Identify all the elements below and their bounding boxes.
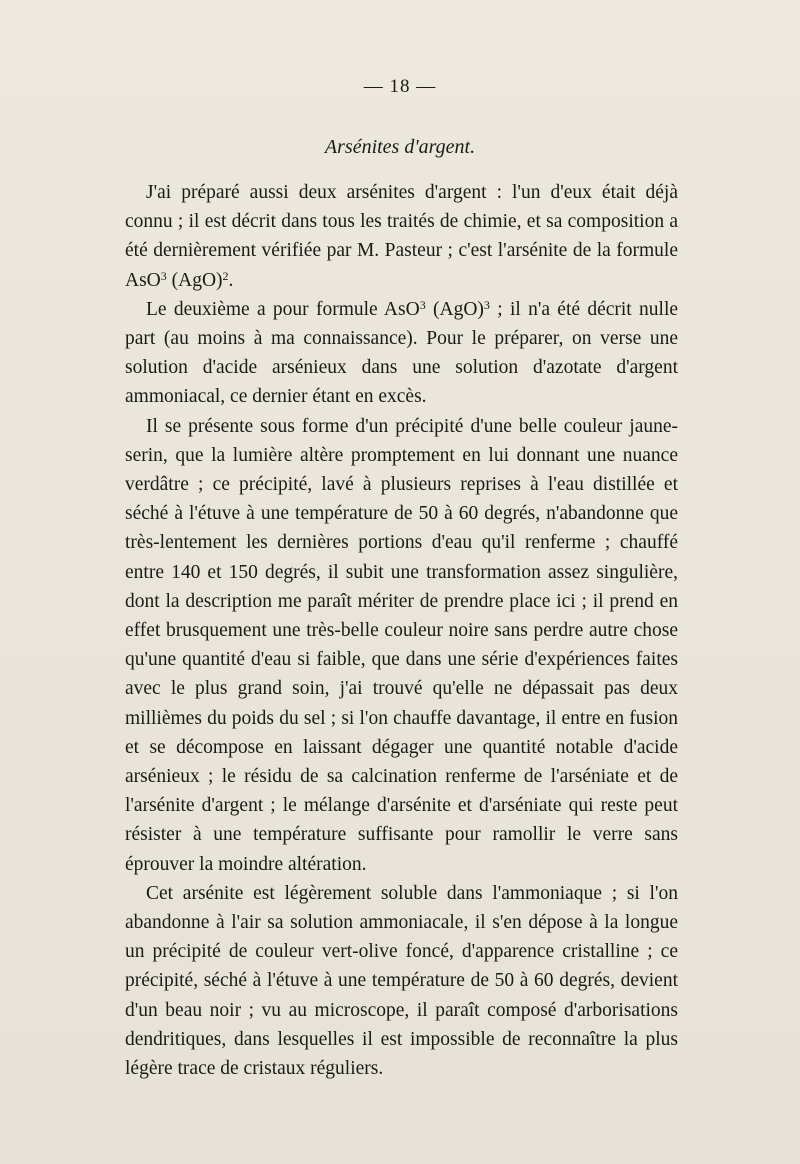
page-number: — 18 —	[363, 76, 437, 97]
paragraph-3: Il se présente sous forme d'un précipité d'une belle couleur jaune-serin, que la lumière altère promptement en lui donnant une nuance verdâtre ; ce précipité, lavé à plusieurs reprises à l'eau distillée et séché à l'étuve à une température de 50 à 60 degrés, n'abandonne que très-lentement les dernières portions d'eau qu'il renferme ; chauffé entre 140 et 150 degrés, il subit une transformation assez singulière, dont la description me paraît mériter de prendre place ici ; il prend en effet brusquement une très-belle couleur noire sans perdre autre chose qu'une quantité d'eau si faible, que dans une série d'expériences faites avec le plus grand soin, j'ai trouvé qu'elle ne dépassait pas deux millièmes du poids du sel ; si l'on chauffe davantage, il entre en fusion et se décompose en laissant dégager une quantité notable d'acide arsénieux ; le résidu de sa calcination renferme de l'arséniate et de l'arsénite d'argent ; le mélange d'arsénite et d'arséniate qui reste peut résister à une température suffisante pour ramollir le verre sans éprouver la moindre altération.	[125, 415, 678, 875]
paragraph-4: Cet arsénite est légèrement soluble dans l'ammoniaque ; si l'on abandonne à l'air sa solution ammoniacale, il s'en dépose à la longue un précipité de couleur vert-olive foncé, d'apparence cristalline ; ce précipité, séché à l'étuve à une température de 50 à 60 degrés, devient d'un beau noir ; vu au microscope, il paraît composé d'arborisations dendritiques, dans lesquelles il est impossible de reconnaître la plus légère trace de cristaux réguliers.	[125, 882, 678, 1080]
formula-superscript: 3	[419, 297, 426, 312]
paragraph-1	[125, 178, 678, 295]
formula-superscript: 3	[160, 268, 167, 283]
paragraph-1-tail: .	[228, 269, 234, 291]
paragraph-2-text: Le deuxième a pour formule AsO	[146, 298, 420, 320]
body-text	[125, 178, 678, 1083]
paragraph-1-text: J'ai préparé aussi deux arsénites d'argent : l'un d'eux était déjà connu ; il est décrit dans tous les traités de chimie, et sa composition a été dernièrement vérifiée par M. Pasteur ; c'est l'arsénite de la formule AsO	[125, 182, 678, 291]
formula-superscript: 2	[222, 268, 229, 283]
paragraph-2-tail: ; il n'a été décrit nulle part (au moins à ma connaissance). Pour le préparer, on verse une solution d'acide arsénieux dans une solution d'azotate d'argent ammoniacal, ce dernier étant en excès.	[125, 298, 679, 408]
formula-text: (AgO)	[166, 269, 223, 291]
paragraph-2	[125, 295, 678, 412]
formula-superscript: 3	[483, 297, 490, 312]
section-title: Arsénites d'argent.	[324, 136, 476, 158]
formula-text: (AgO)	[425, 298, 484, 320]
